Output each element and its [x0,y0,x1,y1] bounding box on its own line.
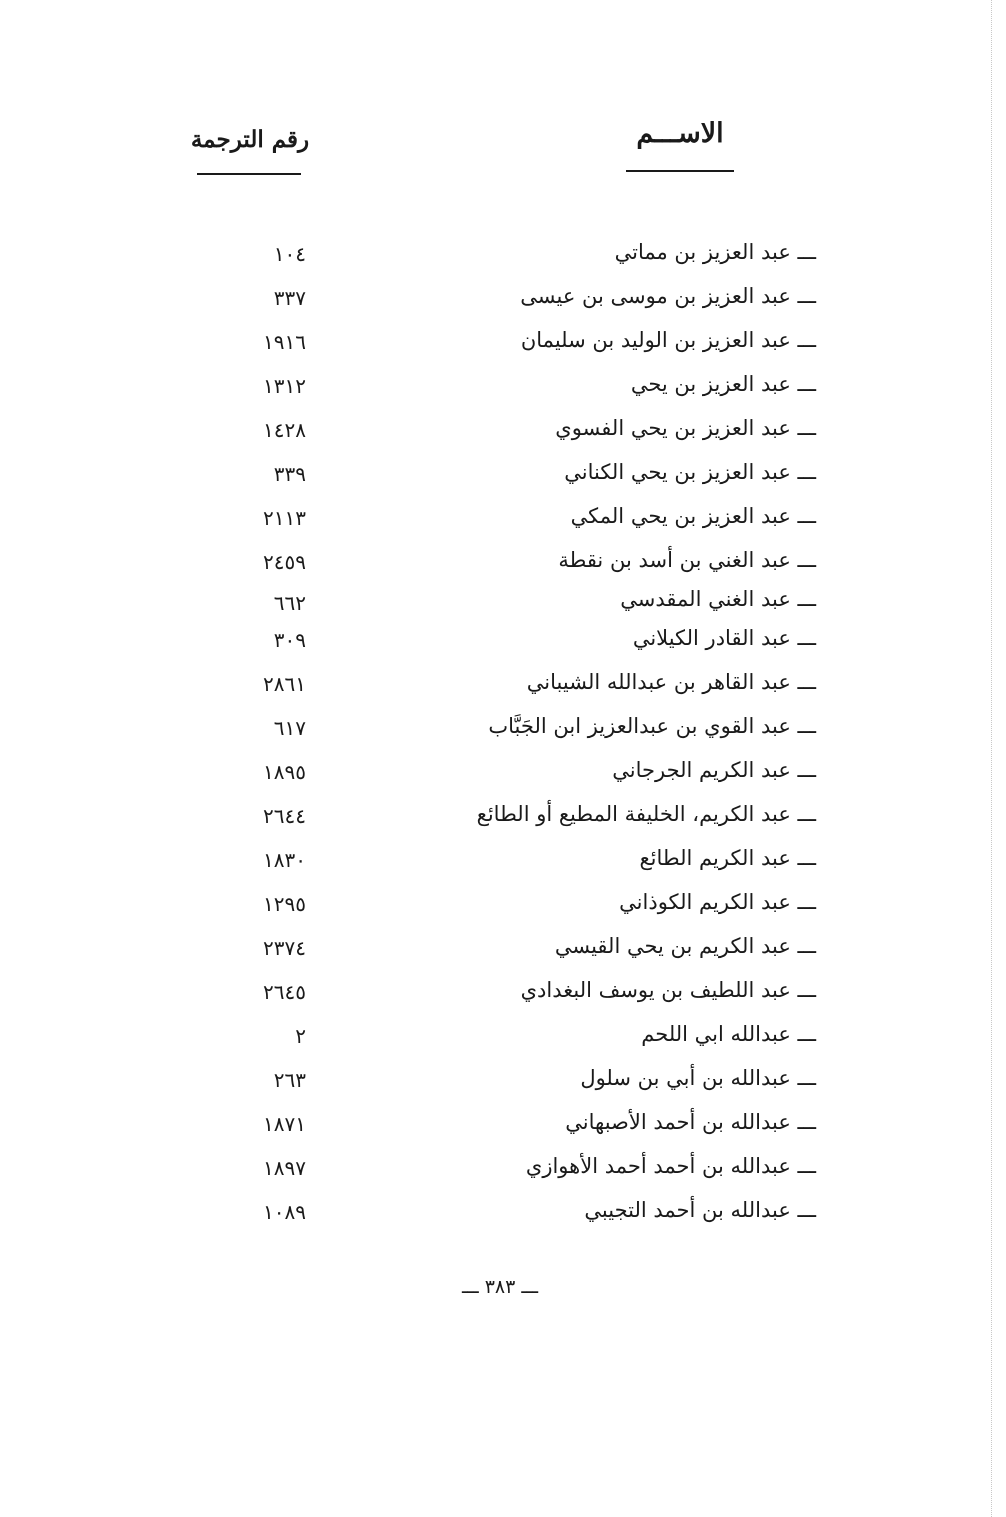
index-entry [0,836,1006,880]
entry-name: ـــ عبد الكريم الكوذاني [619,890,816,914]
entry-name: ـــ عبدالله بن أبي بن سلول [580,1066,816,1090]
entry-number: ٣٠٩ [273,628,306,652]
entry-number: ٢٨٦١ [263,672,306,696]
index-entry [0,968,1006,1012]
entry-name: ـــ عبد اللطيف بن يوسف البغدادي [520,978,816,1002]
index-entry [0,660,1006,704]
entry-number: ٣٣٩ [273,462,306,486]
entry-name: ـــ عبد الغني بن أسد بن نقطة [558,548,816,572]
index-entry [0,274,1006,318]
entry-number: ١٩١٦ [263,330,306,354]
entry-name: ـــ عبدالله بن أحمد الأصبهاني [565,1110,816,1134]
entry-number: ٦١٧ [273,716,306,740]
entry-number: ٢٣٧٤ [263,936,306,960]
entry-name: ـــ عبد الكريم الطائع [639,846,816,870]
index-entry [0,1056,1006,1100]
index-entry [0,494,1006,538]
entry-name: ـــ عبد الكريم الجرجاني [612,758,816,782]
index-entry [0,1188,1006,1232]
name-column-header: الاســـم [636,118,724,149]
entry-name: ـــ عبدالله ابي اللحم [641,1022,816,1046]
entry-name: ـــ عبد القادر الكيلاني [632,626,816,650]
entry-name: ـــ عبد الكريم، الخليفة المطيع أو الطائع [476,802,816,826]
entry-name: ـــ عبد العزيز بن موسى بن عيسى [520,284,816,308]
entry-name: ـــ عبد العزيز بن مماتي [614,240,816,264]
index-entry [0,406,1006,450]
index-entry [0,538,1006,582]
index-entry [0,582,1006,616]
entry-name: ـــ عبد القاهر بن عبدالله الشيباني [526,670,816,694]
entry-name: ـــ عبدالله بن أحمد التجيبي [584,1198,816,1222]
index-entry [0,748,1006,792]
index-entry [0,880,1006,924]
index-entry [0,318,1006,362]
entry-number: ١٨٧١ [263,1112,306,1136]
entry-name: ـــ عبد العزيز بن يحي الكناني [564,460,816,484]
index-entry [0,792,1006,836]
entry-name: ـــ عبد القوي بن عبدالعزيز ابن الجَبَّاب [488,714,816,738]
entry-name: ـــ عبد الكريم بن يحي القيسي [554,934,816,958]
entry-number: ٦٦٢ [273,591,306,615]
entry-number: ١٢٩٥ [263,892,306,916]
index-entry [0,616,1006,660]
entry-number: ٢٦٤٥ [263,980,306,1004]
entry-number: ١٣١٢ [263,374,306,398]
index-entry [0,924,1006,968]
entry-number: ٣٣٧ [273,286,306,310]
entry-name: ـــ عبدالله بن أحمد أحمد الأهوازي [525,1154,816,1178]
index-entry [0,1100,1006,1144]
index-entry [0,230,1006,274]
number-column-header: رقم الترجمة [190,126,310,153]
entry-name: ـــ عبد الغني المقدسي [620,587,816,611]
entry-number: ٢٤٥٩ [263,550,306,574]
entry-number: ١٠٤ [273,242,306,266]
name-header-underline [626,170,734,172]
entry-name: ـــ عبد العزيز بن يحي الفسوي [555,416,816,440]
entry-name: ـــ عبد العزيز بن يحي [630,372,816,396]
entry-number: ٢٦٣ [273,1068,306,1092]
entry-number: ٢ [295,1024,306,1048]
index-entry [0,1144,1006,1188]
entry-number: ٢٦٤٤ [263,804,306,828]
index-entry [0,1012,1006,1056]
entry-name: ـــ عبد العزيز بن الوليد بن سليمان [520,328,816,352]
index-entry [0,704,1006,748]
entry-number: ١٤٢٨ [263,418,306,442]
entry-number: ١٠٨٩ [263,1200,306,1224]
index-entries [0,230,1006,1232]
entry-number: ١٨٩٧ [263,1156,306,1180]
entry-name: ـــ عبد العزيز بن يحي المكي [570,504,816,528]
page-number: ـــ ٣٨٣ ـــ [461,1276,539,1298]
index-entry [0,450,1006,494]
index-entry [0,362,1006,406]
entry-number: ٢١١٣ [263,506,306,530]
number-header-underline [197,173,301,175]
entry-number: ١٨٩٥ [263,760,306,784]
entry-number: ١٨٣٠ [263,848,306,872]
